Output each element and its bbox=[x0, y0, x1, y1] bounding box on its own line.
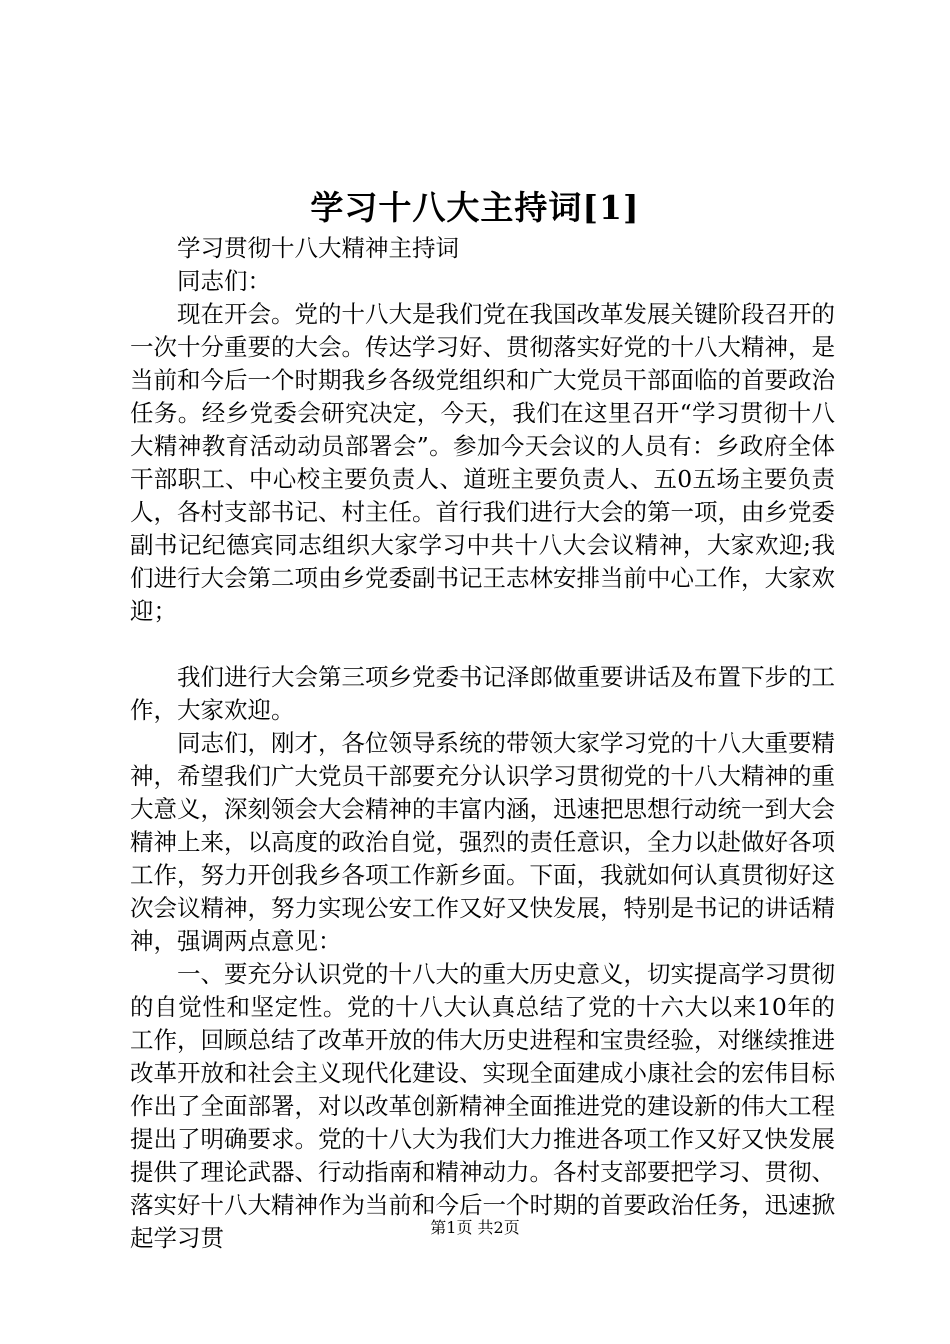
body-paragraph: 我们进行大会第三项乡党委书记泽郎做重要讲话及布置下步的工作，大家欢迎。 bbox=[130, 663, 835, 724]
body-paragraph: 现在开会。党的十八大是我们党在我国改革发展关键阶段召开的一次十分重要的大会。传达学习好、贯彻落实好党的十八大精神，是当前和今后一个时期我乡各级党组织和广大党员干部面临的首要政治任务。经乡党委会研究决定，今天，我们在这里召开“学习贯彻十八大精神教育活动动员部署会”。参加今天会议的人员有：乡政府全体干部职工、中心校主要负责人、道班主要负责人、五0五场主要负责人，各村支部书记、村主任。首行我们进行大会的第一项，由乡党委副书记纪德宾同志组织大家学习中共十八大会议精神，大家欢迎;我们进行大会第二项由乡党委副书记王志林安排当前中心工作，大家欢迎； bbox=[130, 300, 835, 625]
body-paragraph: 同志们，刚才，各位领导系统的带领大家学习党的十八大重要精神，希望我们广大党员干部要充分认识学习贯彻党的十八大精神的重大意义，深刻领会大会精神的丰富内涵，迅速把思想行动统一到大会精神上来，以高度的政治自觉，强烈的责任意识，全力以赴做好各项工作，努力开创我乡各项工作新乡面。下面，我就如何认真贯彻好这次会议精神，努力实现公安工作又好又快发展，特别是书记的讲话精神，强调两点意见： bbox=[130, 729, 835, 955]
document-body bbox=[130, 232, 835, 1255]
body-paragraph: 一、要充分认识党的十八大的重大历史意义，切实提高学习贯彻的自觉性和坚定性。党的十八大认真总结了党的十六大以来10年的工作，回顾总结了改革开放的伟大历史进程和宝贵经验，对继续推进改革开放和社会主义现代化建设、实现全面建成小康社会的宏伟目标作出了全面部署，对以改革创新精神全面推进党的建设新的伟大工程提出了明确要求。党的十八大为我们大力推进各项工作又好又快发展提供了理论武器、行动指南和精神动力。各村支部要把学习、贯彻、落实好十八大精神作为当前和今后一个时期的首要政治任务，迅速掀起学习贯 bbox=[130, 960, 835, 1252]
salutation-paragraph: 同志们： bbox=[177, 267, 271, 295]
subtitle-paragraph: 学习贯彻十八大精神主持词 bbox=[177, 234, 459, 262]
page-footer: 第1页 共2页 bbox=[430, 1218, 520, 1237]
document-title: 学习十八大主持词[1] bbox=[310, 188, 640, 227]
